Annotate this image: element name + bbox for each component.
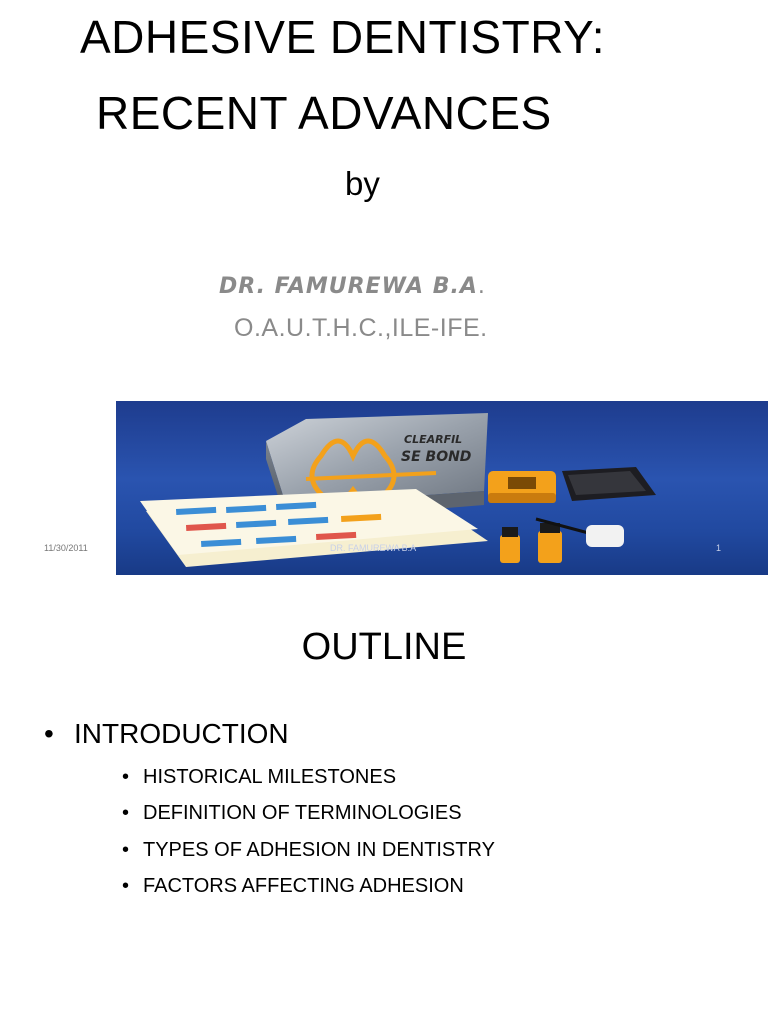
- title-line-1: ADHESIVE DENTISTRY:: [80, 11, 606, 63]
- sub-bullet: [122, 802, 462, 825]
- outline-slide: [0, 596, 768, 1024]
- sub-bullet: [122, 766, 396, 789]
- footer-date: 11/30/2011: [44, 543, 88, 553]
- footer-name: DR. FAMUREWA B.A: [330, 543, 417, 553]
- bottles: [500, 523, 562, 563]
- sub-bullet-text: HISTORICAL MILESTONES: [143, 766, 397, 788]
- outline-title: OUTLINE: [301, 626, 467, 668]
- sub-bullet-text: TYPES OF ADHESION IN DENTISTRY: [143, 839, 495, 861]
- tray: [562, 467, 656, 501]
- bullet-dot: •: [122, 766, 130, 788]
- bullet-dot: •: [122, 875, 130, 897]
- title-line-2: RECENT ADVANCES: [96, 87, 552, 139]
- product-illustration: [116, 401, 768, 575]
- orange-case: [488, 471, 556, 503]
- product-photo: [116, 401, 768, 575]
- author-name: [219, 274, 486, 299]
- bullet-dot: •: [44, 718, 54, 749]
- sub-bullet: [122, 875, 464, 898]
- author-text: DR. FAMUREWA B.A: [219, 274, 478, 299]
- sub-bullet: [122, 839, 495, 862]
- box-label-1: CLEARFIL: [404, 433, 463, 446]
- bullet-text: INTRODUCTION: [74, 718, 289, 749]
- footer-page-number: 1: [716, 543, 722, 553]
- author-dot: .: [477, 274, 486, 299]
- sub-bullet-text: DEFINITION OF TERMINOLOGIES: [143, 802, 462, 824]
- by-label: by: [345, 165, 380, 202]
- bullet-introduction: [44, 718, 289, 750]
- bullet-dot: •: [122, 839, 130, 861]
- box-label-2: SE BOND: [401, 449, 472, 465]
- institution: O.A.U.T.H.C.,ILE-IFE.: [234, 314, 488, 342]
- bullet-dot: •: [122, 802, 130, 824]
- sub-bullet-text: FACTORS AFFECTING ADHESION: [143, 875, 464, 897]
